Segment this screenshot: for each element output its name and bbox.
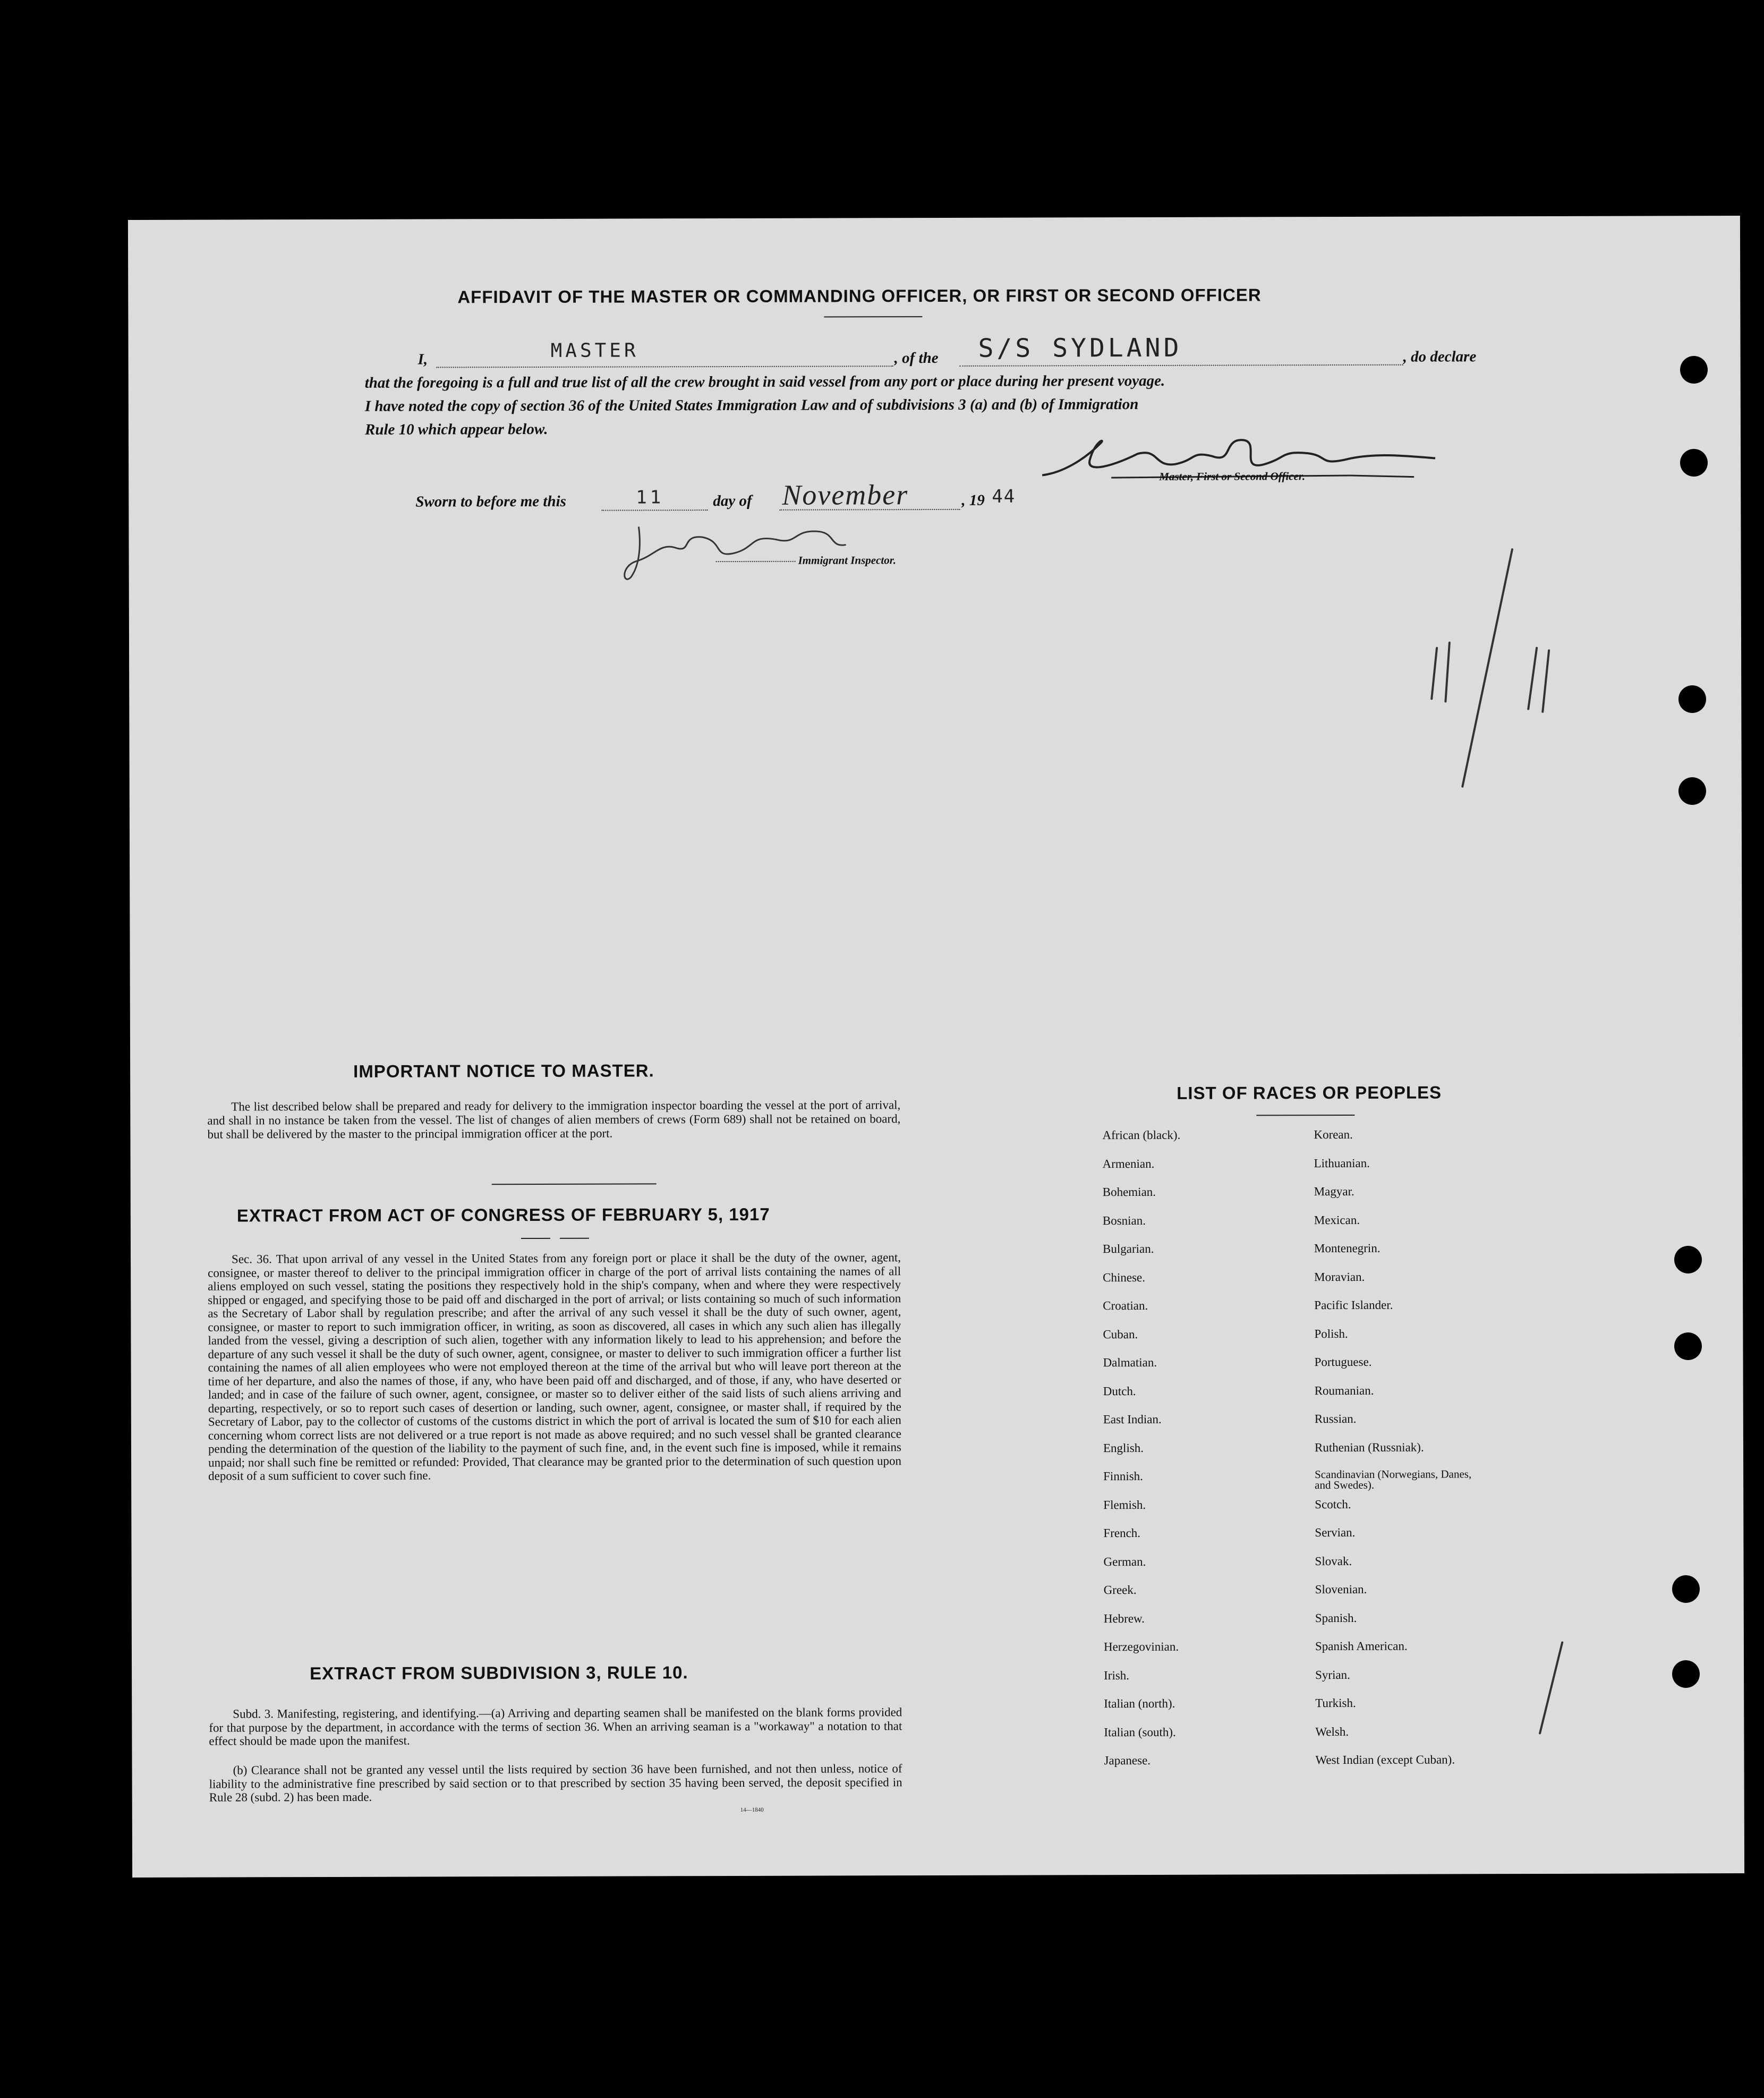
race-item: Bulgarian. [1102,1242,1154,1256]
vessel-line [960,364,1403,367]
races-rule [1256,1115,1354,1116]
race-item: Syrian. [1315,1668,1350,1681]
act-title: EXTRACT FROM ACT OF CONGRESS OF FEBRUARY 5, 1917 [236,1204,770,1226]
act-rule-right [560,1238,589,1239]
inspector-signature [617,515,851,585]
race-item: Korean. [1314,1127,1353,1142]
race-item: Russian. [1314,1412,1357,1426]
race-item: Greek. [1103,1583,1137,1597]
punch-hole [1680,449,1708,477]
form-code: 14—1840 [740,1806,764,1813]
race-item: Hebrew. [1103,1611,1145,1625]
race-item: Irish. [1104,1668,1130,1682]
race-item: Bosnian. [1102,1213,1146,1227]
punch-hole [1674,1332,1702,1360]
act-rule-left [521,1238,550,1239]
race-item: Herzegovinian. [1103,1640,1179,1654]
pencil-mark [1541,649,1550,713]
name-value: MASTER [550,339,639,362]
officer-caption: Master, First or Second Officer. [1159,470,1306,483]
races-title: LIST OF RACES OR PEOPLES [1177,1082,1442,1103]
year-prefix: , 19 [961,491,985,509]
race-item: Dutch. [1103,1384,1136,1398]
race-item: Italian (south). [1104,1725,1176,1739]
document-page [128,216,1744,1878]
race-item: Lithuanian. [1314,1156,1370,1170]
pencil-mark [1527,647,1538,710]
race-item: Cuban. [1103,1327,1138,1341]
race-item: Moravian. [1314,1270,1365,1284]
affidavit-title: AFFIDAVIT OF THE MASTER OR COMMANDING OFFICER, OR FIRST OR SECOND OFFICER [457,285,1262,307]
race-item: Polish. [1314,1327,1348,1340]
race-item: West Indian (except Cuban). [1315,1753,1455,1767]
inspector-caption: Immigrant Inspector. [798,554,897,567]
race-item: Finnish. [1103,1469,1143,1483]
race-item: Portuguese. [1314,1355,1372,1369]
punch-hole [1678,685,1706,713]
race-item: Turkish. [1315,1696,1356,1710]
race-item: Dalmatian. [1103,1355,1157,1370]
month-value: November [782,479,909,511]
pencil-slash [1461,548,1513,788]
race-item: Armenian. [1102,1157,1155,1170]
punch-hole [1672,1660,1700,1688]
declare-label: , do declare [1403,348,1477,366]
title-rule [824,316,922,317]
vessel-value: S/S SYDLAND [978,333,1182,363]
race-item: East Indian. [1103,1412,1162,1426]
race-item: Slovak. [1315,1554,1352,1568]
notice-text: The list described below shall be prepared and ready for delivery to the immigration inspector boarding the vessel at the port of arrival, and shall in no instance be taken from the vessel. The list of changes of alien members of crews (Form 689) shall not be retained on board, but shall be delivered by the master to the principal immigration officer at the port. [207,1098,901,1141]
race-item: German. [1103,1555,1146,1568]
notice-rule [492,1183,657,1185]
i-label: I, [417,351,428,368]
race-item: Flemish. [1103,1498,1146,1511]
race-item: French. [1103,1526,1141,1540]
race-item: African (black). [1102,1128,1181,1142]
race-item: Montenegrin. [1314,1241,1380,1255]
race-item: Japanese. [1104,1753,1151,1768]
pencil-mark [1444,641,1451,702]
race-item: Croatian. [1103,1298,1148,1313]
rule-para-2: (b) Clearance shall not be granted any vessel until the lists required by section 36 have been furnished, and not then unless, notice of liability to the administrative fine prescribed by said section or to that prescribed by section 35 having been served, the deposit specified in Rule 28 (subd. 2) has been made. [209,1762,902,1804]
notice-title: IMPORTANT NOTICE TO MASTER. [353,1060,654,1081]
punch-hole [1680,356,1708,384]
pencil-slash [1539,1641,1564,1735]
race-item: Italian (north). [1104,1696,1175,1711]
year-value: 44 [992,486,1016,507]
day-line [601,509,708,511]
day-of-label: day of [713,492,752,510]
race-item: Servian. [1315,1525,1356,1540]
name-line [437,366,893,368]
affidavit-line-3: I have noted the copy of section 36 of the United States Immigration Law and of subdivisions 3 (a) and (b) of Immigration [364,395,1139,415]
punch-hole [1678,777,1706,805]
rule-title: EXTRACT FROM SUBDIVISION 3, RULE 10. [310,1662,688,1684]
sworn-label: Sworn to before me this [415,492,566,511]
race-item: Spanish American. [1315,1639,1408,1653]
inspector-line [716,561,796,562]
race-item: Pacific Islander. [1314,1298,1393,1312]
race-item: Spanish. [1315,1611,1357,1625]
pencil-mark [1430,647,1438,700]
race-item: Chinese. [1103,1270,1146,1284]
race-item: Mexican. [1314,1213,1360,1227]
race-item: Bohemian. [1102,1185,1156,1199]
affidavit-line-4: Rule 10 which appear below. [364,420,548,438]
race-item: Scandinavian (Norwegians, Danes, and Swedes). [1315,1467,1472,1492]
race-item: Welsh. [1315,1725,1349,1738]
act-text: Sec. 36. That upon arrival of any vessel in the United States from any foreign port or place it shall be the duty of the owner, agent, consignee, or master thereof to deliver to the principal immigration officer in charge of the port of arrival lists containing the names of all aliens employed on such vessel, stating the positions they respectively hold in the ship's company, when and where they were respectively shipped or engaged, and specifying those to be paid off and discharged in the port of arrival; or lists containing so much of such information as the Secretary of Labor shall by regulation prescribe; and after the arrival of any such vessel it shall be the duty of such owner, agent, consignee, or master to report to such immigration officer, in writing, as soon as discovered, all cases in which any such alien has illegally landed from the vessel, giving a description of such alien, together with any information likely to lead to his apprehension; and before the departure of any such vessel it shall be the duty of such owner, agent, consignee, or master to deliver to such immigration officer a further list containing the names of all alien employees who were not employed thereon at the time of the arrival but who will leave port thereon at the time of her departure, and also the names of those, if any, who have been paid off and discharged, and of those, if any, who have deserted or landed; and in case of the failure of such owner, agent, consignee, or master so to deliver either of the said lists of such aliens arriving and departing, respectively, or so to report such cases of desertion or landing, such owner, agent, consignee, or master shall, if required by the Secretary of Labor, pay to the collector of customs of the customs district in which the port of arrival is located the sum of $10 for each alien concerning whom correct lists are not delivered or a true report is not made as above required; and no such vessel shall be granted clearance pending the determination of the question of the liability to the payment of such fine, and, in the event such fine is imposed, while it remains unpaid; nor shall such fine be remitted or refunded: Provided, That clearance may be granted prior to the determination of such question upon deposit of a sum sufficient to cover such fine. [208,1251,902,1483]
punch-hole [1672,1575,1700,1603]
race-item: Slovenian. [1315,1582,1367,1596]
race-item: Scotch. [1315,1497,1351,1511]
affidavit-line-2: that the foregoing is a full and true list of all the crew brought in said vessel from any port or place during her present voyage. [364,372,1165,392]
rule-para-1: Subd. 3. Manifesting, registering, and identifying.—(a) Arriving and departing seamen shall be manifested on the blank forms provided for that purpose by the department, in accordance with the terms of section 36. When an arriving seaman is a "workaway" a notation to that effect should be made upon the manifest. [209,1705,902,1748]
day-value: 11 [636,487,664,508]
punch-hole [1674,1246,1702,1273]
of-the-label: , of the [894,349,939,367]
race-item: Roumanian. [1314,1383,1374,1397]
race-item: English. [1103,1441,1144,1455]
race-item: Ruthenian (Russniak). [1314,1440,1424,1454]
race-item: Magyar. [1314,1184,1354,1199]
